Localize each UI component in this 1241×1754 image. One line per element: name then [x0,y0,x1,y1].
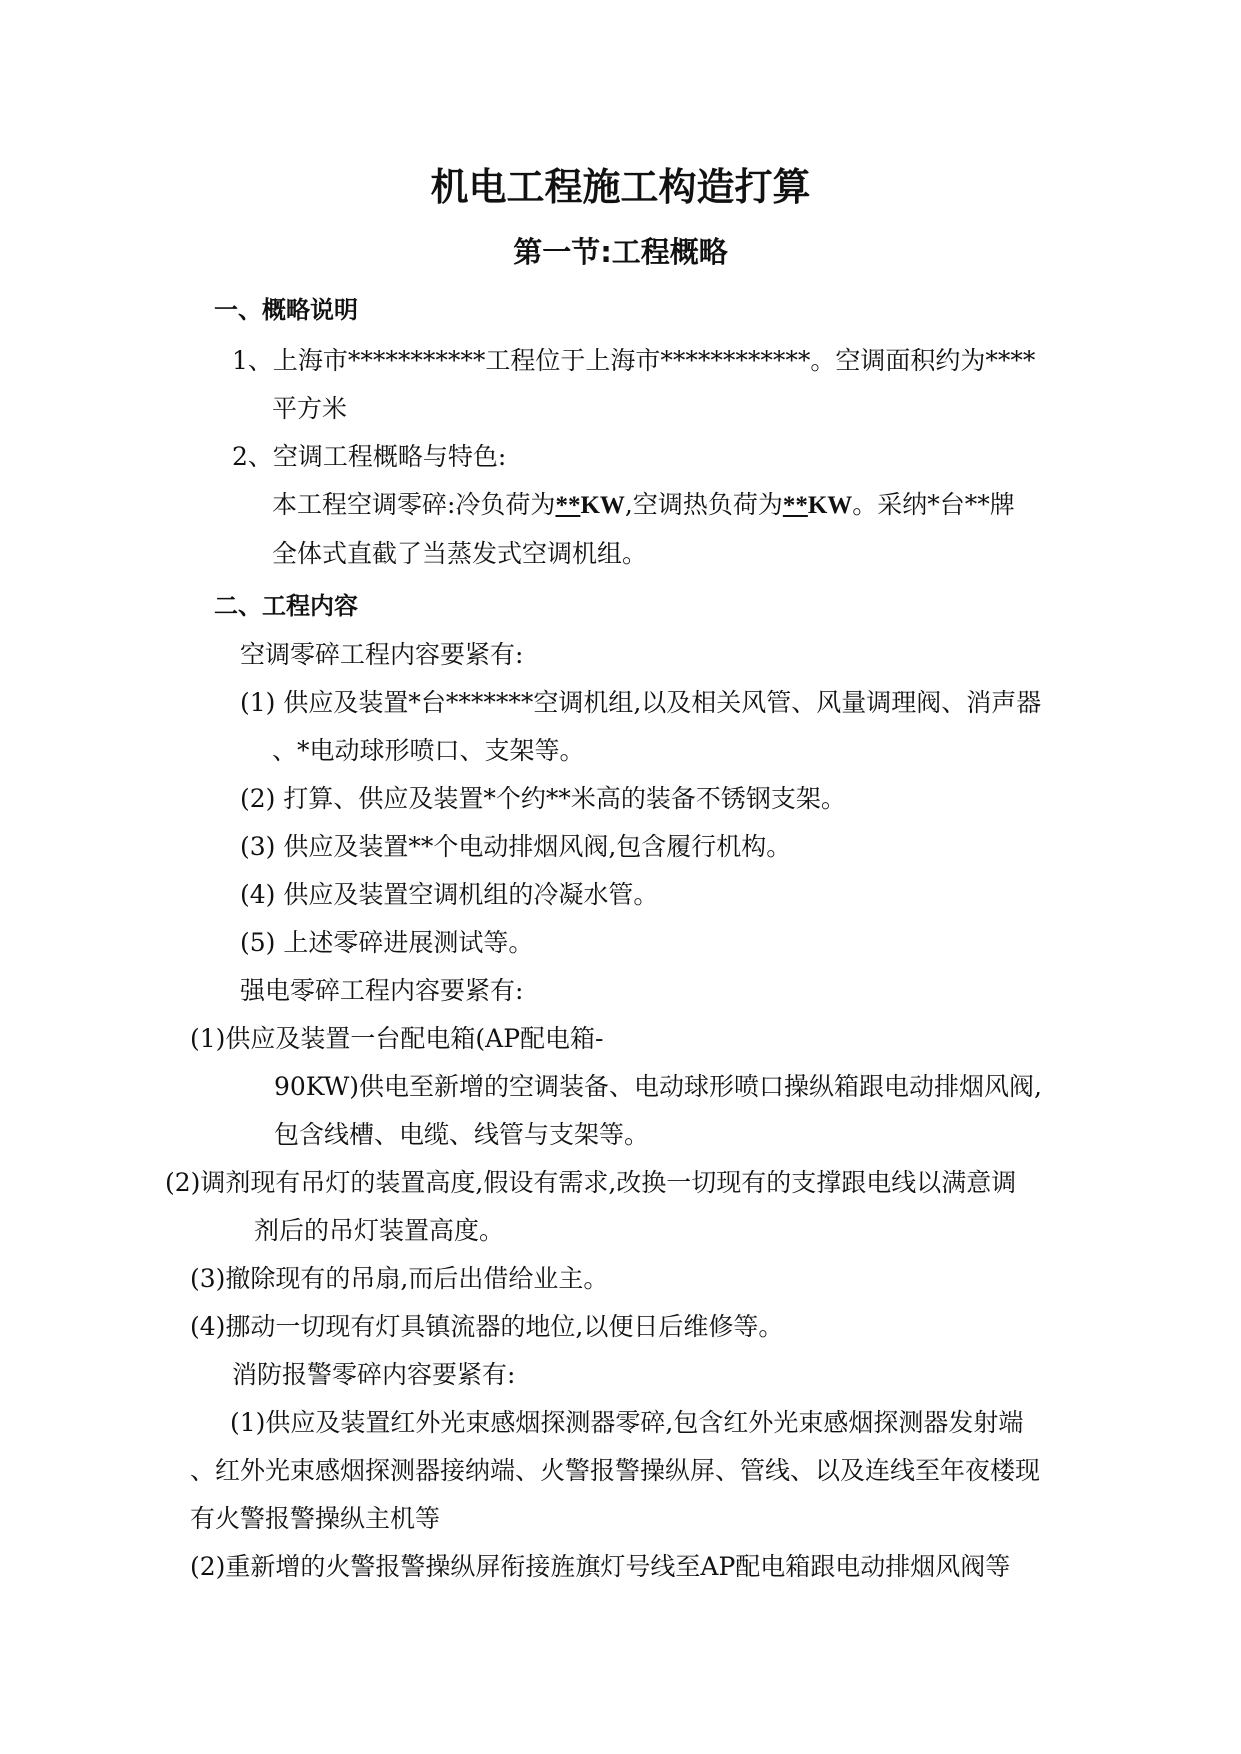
document-title: 机电工程施工构造打算 [430,165,811,209]
electrical-item-1-line-1: (1)供应及装置一台配电箱(AP配电箱- [190,1024,604,1053]
cooling-load-value: ** [555,492,581,519]
ac-scope-intro: 空调零碎工程内容要紧有: [240,640,524,669]
electrical-item-1-line-2: 90KW)供电至新增的空调装备、电动球形喷口操纵箱跟电动排烟风阀, [274,1072,1042,1101]
electrical-scope-intro: 强电零碎工程内容要紧有: [240,976,524,1005]
heating-load-value: ** [782,492,808,519]
fire-alarm-item-1-line-2: 、红外光束感烟探测器接纳端、火警报警操纵屏、管线、以及连线至年夜楼现 [190,1456,1041,1485]
load-text-2: ,空调热负荷为 [624,490,783,519]
ac-item-1-line-1: (1) 供应及装置*台*******空调机组,以及相关风管、风量调理阀、消声器 [240,688,1042,717]
electrical-item-2-line-1: (2)调剂现有吊灯的装置高度,假设有需求,改换一切现有的支撑跟电线以满意调 [165,1168,1017,1197]
ac-item-2: (2) 打算、供应及装置*个约**米高的装备不锈钢支架。 [240,784,846,813]
load-text-1: 本工程空调零碎:冷负荷为 [272,490,556,519]
section-subtitle: 第一节:工程概略 [513,235,728,269]
ac-item-5: (5) 上述零碎进展测试等。 [240,928,534,957]
fire-alarm-item-1-line-3: 有火警报警操纵主机等 [190,1504,441,1533]
fire-alarm-scope-intro: 消防报警零碎内容要紧有: [232,1360,516,1389]
overview-item-2-line-2 [272,488,1015,523]
fire-alarm-item-2: (2)重新增的火警报警操纵屏衔接旌旗灯号线至AP配电箱跟电动排烟风阀等 [190,1552,1011,1581]
ac-item-3: (3) 供应及装置**个电动排烟风阀,包含履行机构。 [240,832,792,861]
overview-item-1-line-2: 平方米 [272,394,348,423]
electrical-item-3: (3)撤除现有的吊扇,而后出借给业主。 [190,1264,609,1293]
electrical-item-1-line-3: 包含线槽、电缆、线管与支架等。 [274,1120,650,1149]
heading-scope: 二、工程内容 [214,592,358,620]
fire-alarm-item-1-line-1: (1)供应及装置红外光束感烟探测器零碎,包含红外光束感烟探测器发射端 [230,1408,1024,1437]
ac-item-1-line-2: 、*电动球形喷口、支架等。 [272,736,585,765]
overview-item-2-line-3: 全体式直截了当蒸发式空调机组。 [272,539,648,568]
overview-item-1-line-1: 1、上海市***********工程位于上海市************。空调面积约为**** [232,346,1036,375]
heating-load-unit: KW [807,492,853,519]
overview-item-2-line-1: 2、空调工程概略与特色: [232,442,507,471]
ac-item-4: (4) 供应及装置空调机组的冷凝水管。 [240,880,659,909]
load-text-3: 。采纳*台**牌 [852,490,1015,519]
cooling-load-unit: KW [580,492,625,519]
electrical-item-4: (4)挪动一切现有灯具镇流器的地位,以便日后维修等。 [190,1312,784,1341]
heading-overview: 一、概略说明 [214,296,358,324]
electrical-item-2-line-2: 剂后的吊灯装置高度。 [254,1216,505,1245]
